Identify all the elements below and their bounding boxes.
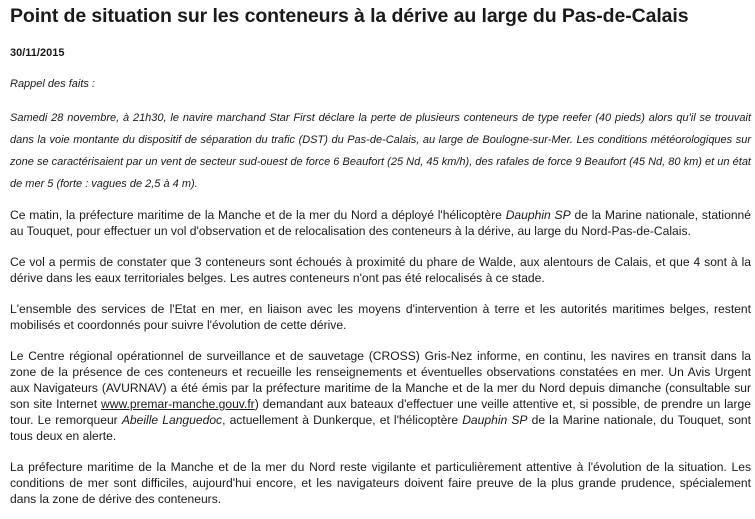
paragraph-helicopter [10,207,751,239]
p4-text-4: de la Marine nationale, du Touquet, sont tous deux en alerte. [10,413,752,443]
p1-text-2: de la Marine nationale, stationné au Touquet, pour effectuer un vol d'observation et de relocalisation des conteneurs à la dérive, au large du Nord-Pas-de-Calais. [10,208,752,238]
premar-website-link[interactable]: www.premar-manche.gouv.fr [101,397,255,411]
paragraph-vigilance: La préfecture maritime de la Manche et de la mer du Nord reste vigilante et particulièrement attentive à l'évolution de la situation. Les conditions de mer sont difficiles, aujourd'hui encore, et les navigateurs doivent faire preuve de la plus grande prudence, spécialement dans la zone de dérive des conteneurs. [10,460,751,506]
p1-text-1: Ce matin, la préfecture maritime de la Manche et de la mer du Nord a déployé l'hélicoptère [10,208,506,222]
paragraph-state-services: L'ensemble des services de l'Etat en mer, en liaison avec les moyens d'intervention à terre et les autorités maritimes belges, restent mobilisés et coordonnés pour suivre l'évolution de cette dérive. [10,302,751,332]
p1-helicopter-name: Dauphin SP [505,208,571,222]
page-title: Point de situation sur les conteneurs à la dérive au large du Pas-de-Calais [10,5,689,27]
p4-text-3: , actuellement à Dunkerque, et l'hélicoptère [222,413,463,427]
summary-paragraph: Samedi 28 novembre, à 21h30, le navire marchand Star First déclare la perte de plusieurs conteneurs de type reefer (40 pieds) alors qu'il se trouvait dans la voie montante du dispositif de séparation du trafic (DST) du Pas-de-Calais, au large de Boulogne-sur-Mer. Les conditions météorologiques sur zone se caractérisaient par un vent de secteur sud-ouest de force 6 Beaufort (25 Nd, 45 km/h), des rafales de force 9 Beaufort (45 Nd, 80 km) et un état de mer 5 (forte : vagues de 2,5 à 4 m). [10,112,751,190]
paragraph-flight-findings: Ce vol a permis de constater que 3 conteneurs sont échoués à proximité du phare de Walde, aux alentours de Calais, et que 4 sont à la dérive dans les eaux territoriales belges. Les autres conteneurs n'ont pas été relocalisés à ce stade. [10,255,751,285]
paragraph-cross [10,348,751,444]
p4-helicopter-name: Dauphin SP [462,413,528,427]
p4-text-2: ) demandant aux bateaux d'effectuer une veille attentive et, si possible, de prendre un large tour. Le remorqueur [10,397,751,427]
article-date: 30/11/2015 [10,47,65,59]
p4-tug-name: Abeille Languedoc [121,413,223,427]
p4-text-1: Le Centre régional opérationnel de surveillance et de sauvetage (CROSS) Gris-Nez informe, en continu, les navires en transit dans la zone de la présence de ces conteneurs et recueille les renseignements et éventuelles observations constatées en mer. Un Avis Urgent aux Navigateurs (AVURNAV) a été émis par la préfecture maritime de la Manche et de la mer du Nord depuis dimanche (consultable sur son site Internet [10,349,751,411]
recall-label: Rappel des faits : [10,78,95,90]
